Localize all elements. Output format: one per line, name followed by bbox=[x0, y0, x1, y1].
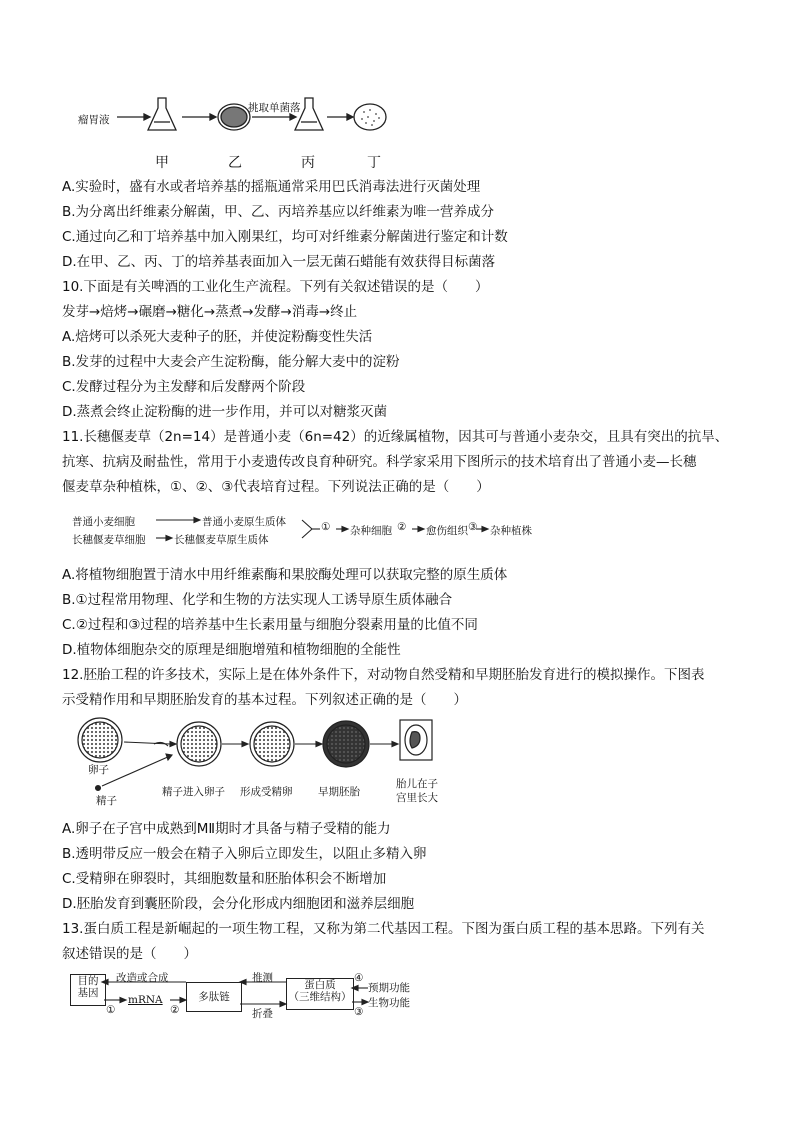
q11-option-c: C.②过程和③过程的培养基中生长素用量与细胞分裂素用量的比值不同 bbox=[62, 617, 478, 633]
q11-option-d: D.植物体细胞杂交的原理是细胞增殖和植物细胞的全能性 bbox=[62, 642, 401, 658]
q12-stem-2: 示受精作用和早期胚胎发育的基本过程。下列叙述正确的是（ ） bbox=[62, 692, 467, 708]
q10-option-a: A.焙烤可以杀死大麦种子的胚，并使淀粉酶变性失活 bbox=[62, 329, 373, 345]
caption-ding: 丁 bbox=[367, 155, 381, 171]
egg-label: 卵子 bbox=[88, 764, 109, 776]
q12-option-b: B.透明带反应一般会在精子入卵后立即发生，以阻止多精入卵 bbox=[62, 846, 427, 862]
arrow-head bbox=[144, 114, 150, 120]
q9-option-c: C.通过向乙和丁培养基中加入刚果红，均可对纤维素分解菌进行鉴定和计数 bbox=[62, 229, 508, 245]
mrna-label: mRNA bbox=[128, 994, 163, 1006]
q13-stem-2: 叙述错误的是（ ） bbox=[62, 946, 197, 962]
protein-box bbox=[286, 978, 354, 1010]
protein-line1: 蛋白质 bbox=[304, 979, 336, 991]
step-4-label: ④ bbox=[354, 972, 364, 984]
row1-protoplast: 普通小麦原生质体 bbox=[202, 516, 286, 528]
step-3: ③ bbox=[468, 521, 478, 533]
hybrid-cell: 杂种细胞 bbox=[350, 525, 392, 537]
fetus-label-1: 胎儿在子 bbox=[396, 778, 438, 790]
sperm-enter-label: 精子进入卵子 bbox=[162, 786, 225, 798]
q13-diagram bbox=[68, 970, 428, 1020]
q13-stem-1: 13.蛋白质工程是新崛起的一项生物工程，又称为第二代基因工程。下图为蛋白质工程的基本思路。下列有关 bbox=[62, 921, 705, 937]
q12-option-d: D.胚胎发育到囊胚阶段，会分化形成内细胞团和滋养层细胞 bbox=[62, 896, 415, 912]
petri-dish-ding-icon bbox=[354, 104, 386, 130]
fold-label: 折叠 bbox=[252, 1008, 273, 1020]
step-1: ① bbox=[321, 521, 331, 533]
q10-flow: 发芽→焙烤→碾磨→糖化→蒸煮→发酵→消毒→终止 bbox=[62, 304, 358, 320]
fetus-label-2: 宫里长大 bbox=[396, 792, 438, 804]
row2-cell: 长穗偃麦草细胞 bbox=[72, 534, 146, 546]
expected-function: 预期功能 bbox=[368, 982, 410, 994]
q10-option-c: C.发酵过程分为主发酵和后发酵两个阶段 bbox=[62, 379, 306, 395]
row2-protoplast: 长穗偃麦草原生质体 bbox=[174, 534, 269, 546]
q11-stem-3: 偃麦草杂种植株，①、②、③代表培育过程。下列说法正确的是（ ） bbox=[62, 479, 490, 495]
q10-stem: 10.下面是有关啤酒的工业化生产流程。下列有关叙述错误的是（ ） bbox=[62, 279, 489, 295]
callus: 愈伤组织 bbox=[426, 525, 468, 537]
step-1-label: ① bbox=[106, 1004, 116, 1016]
q9-figure-svg bbox=[62, 92, 392, 142]
early-embryo-label: 早期胚胎 bbox=[318, 786, 360, 798]
target-gene-box bbox=[70, 974, 106, 1006]
modify-label: 改造或合成 bbox=[116, 972, 169, 984]
q10-option-b: B.发芽的过程中大麦会产生淀粉酶，能分解大麦中的淀粉 bbox=[62, 354, 400, 370]
caption-yi: 乙 bbox=[228, 155, 242, 171]
infer-label: 推测 bbox=[252, 972, 273, 984]
flask-jia-icon bbox=[148, 98, 176, 130]
q12-diagram bbox=[62, 714, 458, 806]
q9-option-d: D.在甲、乙、丙、丁的培养基表面加入一层无菌石蜡能有效获得目标菌落 bbox=[62, 254, 496, 270]
caption-bing: 丙 bbox=[301, 155, 315, 171]
q9-figure bbox=[62, 92, 392, 142]
step-3-label: ③ bbox=[354, 1006, 364, 1018]
q9-option-b: B.为分离出纤维素分解菌，甲、乙、丙培养基应以纤维素为唯一营养成分 bbox=[62, 204, 495, 220]
q11-option-a: A.将植物细胞置于清水中用纤维素酶和果胶酶处理可以获取完整的原生质体 bbox=[62, 567, 508, 583]
q12-option-c: C.受精卵在卵裂时，其细胞数量和胚胎体积会不断增加 bbox=[62, 871, 387, 887]
q11-diagram bbox=[62, 508, 546, 550]
target-gene-line2: 基因 bbox=[77, 987, 99, 999]
q12-option-a: A.卵子在子宫中成熟到MⅡ期时才具备与精子受精的能力 bbox=[62, 821, 391, 837]
sperm-label: 精子 bbox=[96, 795, 117, 807]
sperm-icon bbox=[96, 786, 101, 791]
hybrid-plant: 杂种植株 bbox=[490, 525, 532, 537]
q10-option-d: D.蒸煮会终止淀粉酶的进一步作用，并可以对糖浆灭菌 bbox=[62, 404, 388, 420]
protein-line2: （三维结构） bbox=[288, 991, 352, 1003]
step-2: ② bbox=[397, 521, 407, 533]
row1-cell: 普通小麦细胞 bbox=[72, 516, 135, 528]
sperm-path bbox=[102, 756, 170, 786]
arrow-label: 挑取单菌落 bbox=[248, 102, 301, 114]
zygote-label: 形成受精卵 bbox=[240, 786, 293, 798]
q11-option-b: B.①过程常用物理、化学和生物的方法实现人工诱导原生质体融合 bbox=[62, 592, 453, 608]
q12-stem-1: 12.胚胎工程的许多技术，实际上是在体外条件下，对动物自然受精和早期胚胎发育进行的模拟操作。下图表 bbox=[62, 667, 705, 683]
peptide-box: 多肽链 bbox=[186, 982, 242, 1012]
target-gene-line1: 目的 bbox=[77, 975, 99, 987]
source-label: 瘤胃液 bbox=[78, 114, 110, 126]
caption-jia: 甲 bbox=[155, 155, 169, 171]
step-2-label: ② bbox=[170, 1004, 180, 1016]
q11-stem-1: 11.长穗偃麦草（2n=14）是普通小麦（6n=42）的近缘属植物，因其可与普通小麦杂交，且具有突出的抗旱、 bbox=[62, 429, 729, 445]
q9-option-a: A.实验时，盛有水或者培养基的摇瓶通常采用巴氏消毒法进行灭菌处理 bbox=[62, 179, 481, 195]
q11-stem-2: 抗寒、抗病及耐盐性，常用于小麦遗传改良育种研究。科学家采用下图所示的技术培育出了普通小麦—长穗 bbox=[62, 454, 697, 470]
biological-function: 生物功能 bbox=[368, 997, 410, 1009]
